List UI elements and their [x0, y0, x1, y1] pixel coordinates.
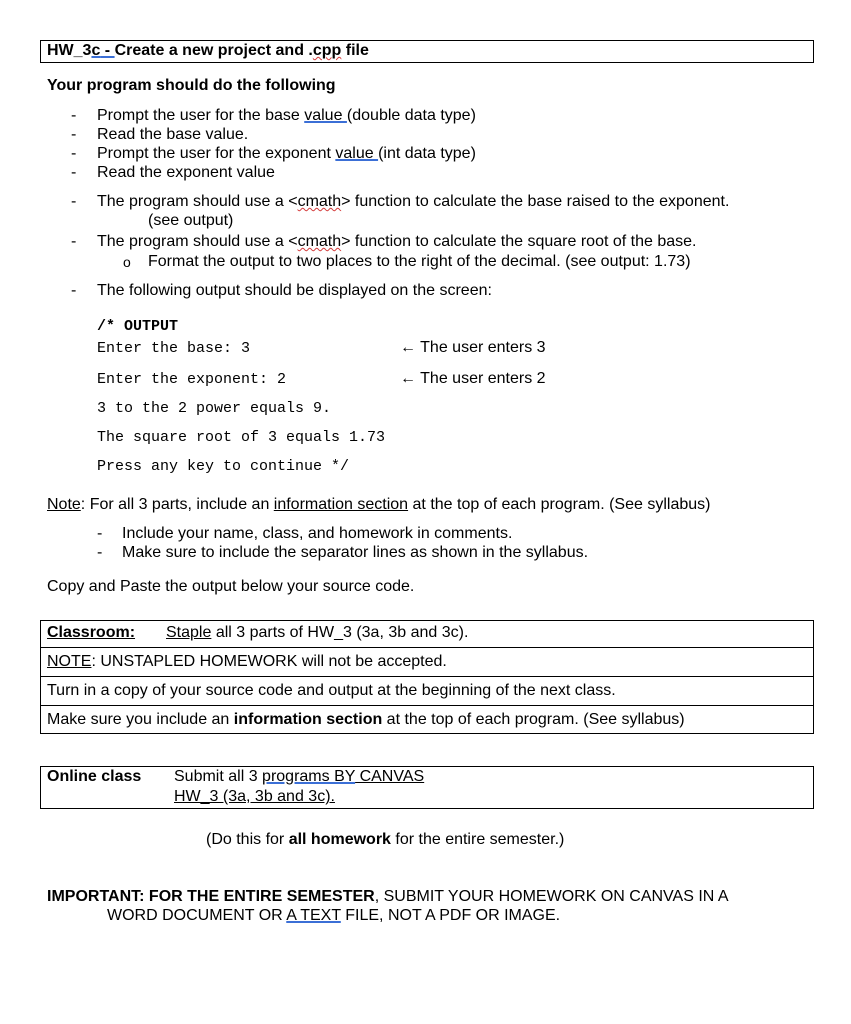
staple-text: Staple all 3 parts of HW_3 (3a, 3b and 3c). [166, 624, 469, 641]
output-line-1: Enter the base: 3 [97, 340, 251, 357]
bullet-dash: - [71, 282, 77, 299]
bullet-dash: - [71, 164, 77, 181]
note-line: Note: For all 3 parts, include an information section at the top of each program. (See syllabus) [47, 496, 711, 513]
annotation-2: ← The user enters 2 [400, 370, 546, 387]
output-line-3: 3 to the 2 power equals 9. [97, 400, 332, 417]
bullet-dash: - [71, 193, 77, 210]
step-2: Read the base value. [97, 126, 249, 143]
online-class-label: Online class [47, 768, 142, 785]
step-4: Read the exponent value [97, 164, 275, 181]
page-title: HW_3c - Create a new project and .cpp file [47, 42, 369, 59]
output-line-5: Press any key to continue */ [97, 458, 350, 475]
output-line-4: The square root of 3 equals 1.73 [97, 429, 386, 446]
copy-paste-instruction: Copy and Paste the output below your source code. [47, 578, 415, 595]
step-7: The following output should be displayed on the screen: [97, 282, 492, 299]
step-3: Prompt the user for the exponent value (int data type) [97, 145, 476, 162]
bullet-dash: - [71, 145, 77, 162]
step-5-cont: (see output) [148, 212, 234, 229]
bullet-dash: - [97, 525, 103, 542]
step-1: Prompt the user for the base value (double data type) [97, 107, 476, 124]
step-6-sub: Format the output to two places to the right of the decimal. (see output: 1.73) [148, 253, 691, 270]
divider [40, 647, 814, 648]
divider [40, 705, 814, 706]
bullet-dash: - [97, 544, 103, 561]
step-5: The program should use a <cmath> function to calculate the base raised to the exponent. [97, 193, 730, 210]
circle-bullet-icon: o [123, 254, 131, 270]
intro-heading: Your program should do the following [47, 77, 336, 94]
online-hw: HW_3 (3a, 3b and 3c). [174, 788, 335, 805]
bullet-dash: - [71, 107, 77, 124]
important-line-2: WORD DOCUMENT OR A TEXT FILE, NOT A PDF OR IMAGE. [107, 907, 561, 924]
online-class-box [40, 766, 814, 809]
bullet-dash: - [71, 233, 77, 250]
output-line-2: Enter the exponent: 2 [97, 371, 287, 388]
classroom-row-2: NOTE: UNSTAPLED HOMEWORK will not be accepted. [47, 653, 447, 670]
annotation-1: ← The user enters 3 [400, 339, 546, 356]
do-this-note: (Do this for all homework for the entire semester.) [206, 831, 565, 848]
bullet-dash: - [71, 126, 77, 143]
note-item-2: Make sure to include the separator lines as shown in the syllabus. [122, 544, 589, 561]
important-line-1: IMPORTANT: FOR THE ENTIRE SEMESTER, SUBMIT YOUR HOMEWORK ON CANVAS IN A [47, 888, 729, 905]
classroom-row-4: Make sure you include an information section at the top of each program. (See syllabus) [47, 711, 685, 728]
classroom-row-1: Classroom: [47, 624, 136, 641]
output-header: /* OUTPUT [97, 318, 179, 335]
online-submit: Submit all 3 programs BY CANVAS [174, 768, 425, 785]
step-6: The program should use a <cmath> function to calculate the square root of the base. [97, 233, 697, 250]
classroom-row-3: Turn in a copy of your source code and output at the beginning of the next class. [47, 682, 616, 699]
divider [40, 676, 814, 677]
note-item-1: Include your name, class, and homework in comments. [122, 525, 513, 542]
